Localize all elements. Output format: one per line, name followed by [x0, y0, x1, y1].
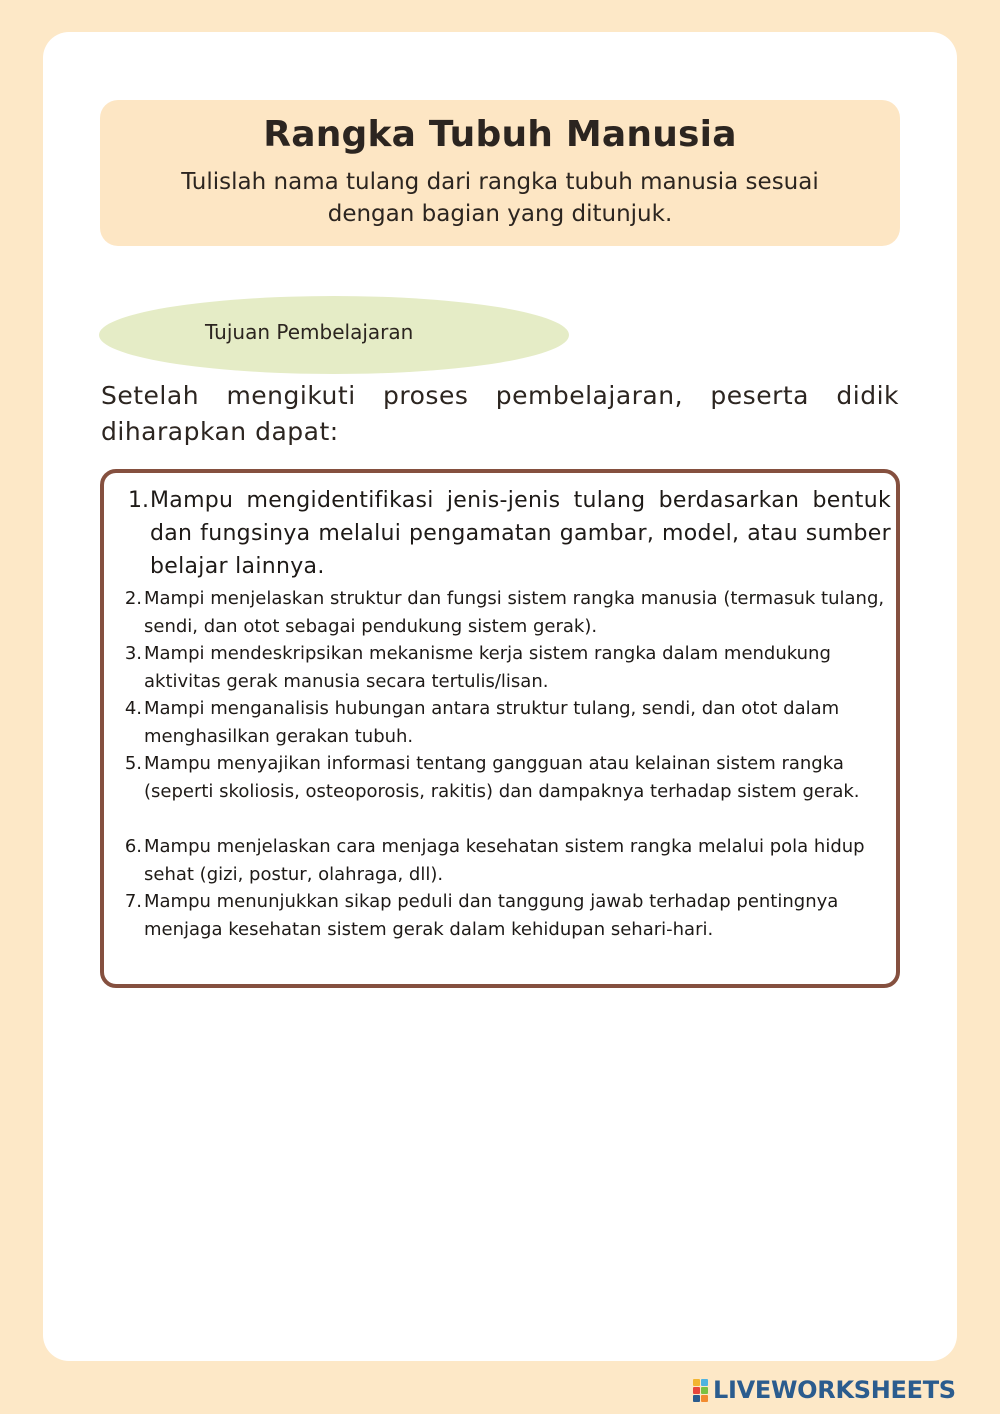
objective-item-1: [104, 484, 891, 583]
objective-item-6: [104, 833, 884, 888]
objective-number: 7.: [124, 891, 142, 912]
page-subtitle: Tulislah nama tulang dari rangka tubuh manusia sesuai dengan bagian yang ditunjuk.: [181, 169, 819, 227]
learning-goals-label: Tujuan Pembelajaran: [205, 320, 414, 344]
objectives-box: [100, 469, 900, 988]
page-title: Rangka Tubuh Manusia: [263, 114, 737, 155]
objective-item-4: [104, 695, 884, 750]
objective-text: Mampu menyajikan informasi tentang gangguan atau kelainan sistem rangka (seperti skoliosis, osteoporosis, rakitis) dan dampaknya terhadap sistem gerak.: [144, 753, 860, 802]
logo-square: [701, 1379, 708, 1386]
logo-square: [693, 1395, 700, 1402]
objective-number: 2.: [124, 588, 142, 609]
objective-text: Mampu mengidentifikasi jenis-jenis tulang berdasarkan bentuk dan fungsinya melalui pengamatan gambar, model, atau sumber belajar lainnya.: [150, 488, 891, 579]
logo-square: [693, 1387, 700, 1394]
objective-text: Mampi menganalisis hubungan antara struktur tulang, sendi, dan otot dalam menghasilkan gerakan tubuh.: [144, 698, 840, 747]
intro-text: Setelah mengikuti proses pembelajaran, peserta didik diharapkan dapat:: [101, 381, 899, 446]
objective-item-7: [104, 888, 884, 943]
objective-number: 3.: [124, 643, 142, 664]
logo-square: [693, 1379, 700, 1386]
liveworksheets-logo-icon: [693, 1379, 708, 1402]
objective-item-3: [104, 640, 884, 695]
objective-item-5: [104, 750, 884, 805]
logo-square: [701, 1395, 708, 1402]
objective-text: Mampu menjelaskan cara menjaga kesehatan sistem rangka melalui pola hidup sehat (gizi, postur, olahraga, dll).: [144, 836, 865, 885]
objective-number: 5.: [124, 753, 142, 774]
objective-number: 6.: [124, 836, 142, 857]
liveworksheets-brand-text: LIVEWORKSHEETS: [713, 1376, 956, 1404]
objective-text: Mampi menjelaskan struktur dan fungsi sistem rangka manusia (termasuk tulang, sendi, dan otot sebagai pendukung sistem gerak).: [144, 588, 885, 637]
objective-number: 1.: [128, 488, 149, 513]
liveworksheets-logo[interactable]: [693, 1376, 956, 1404]
objective-text: Mampu menunjukkan sikap peduli dan tanggung jawab terhadap pentingnya menjaga kesehatan sistem gerak dalam kehidupan sehari-hari.: [144, 891, 839, 940]
objective-item-2: [104, 585, 884, 640]
header-box: [100, 100, 900, 246]
logo-square: [701, 1387, 708, 1394]
objective-number: 4.: [124, 698, 142, 719]
objective-text: Mampi mendeskripsikan mekanisme kerja sistem rangka dalam mendukung aktivitas gerak manusia secara tertulis/lisan.: [144, 643, 831, 692]
